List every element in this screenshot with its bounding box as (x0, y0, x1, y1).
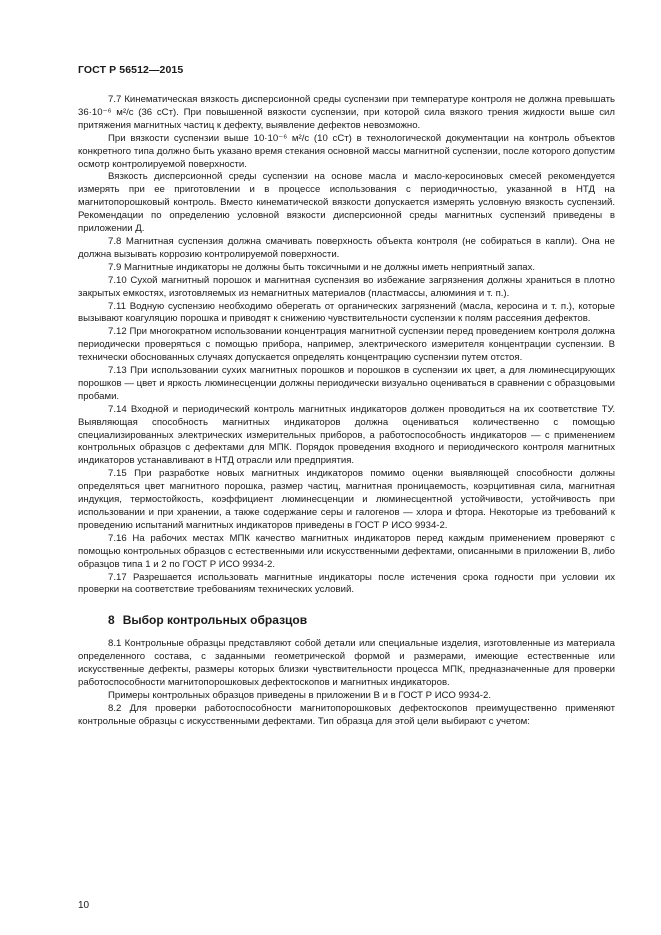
paragraph-7-11: 7.11 Водную суспензию необходимо оберегать от органических загрязнений (масла, керосина и т. п.), которые вызывают коагуляцию порошка и приводят к снижению чувствительности суспензии к полям рассеяния дефектов. (78, 300, 615, 325)
paragraph-7-7-viscosity: При вязкости суспензии выше 10·10⁻⁶ м²/с (10 сСт) в технологической документации на контроль объектов конкретного типа должно быть указано время стекания основной массы магнитной суспензии, после которого допустим осмотр контролируемой поверхности. (78, 132, 615, 170)
paragraph-7-15: 7.15 При разработке новых магнитных индикаторов помимо оценки выявляющей способности должны определяться цвет магнитного порошка, размер частиц, магнитная проницаемость, коэрцитивная сила, магнитная индукция, термостойкость, коэффициент люминесценции и люминесцентной устойчивости, устойчивость при использовании и при хранении, а также содержание серы и галогенов — хлора и фтора. Некоторые из требований к проведению испытаний магнитных индикаторов приведены в ГОСТ Р ИСО 9934-2. (78, 468, 615, 531)
paragraph-7-16: 7.16 На рабочих местах МПК качество магнитных индикаторов перед каждым применением проверяют с помощью контрольных образцов с естественными или искусственными дефектами, описанными в приложении В, либо образцов типа 1 и 2 по ГОСТ Р ИСО 9934-2. (78, 532, 615, 570)
section-number: 8 (108, 613, 115, 628)
page-number: 10 (78, 900, 90, 911)
paragraph-8-1: 8.1 Контрольные образцы представляют собой детали или специальные изделия, изготовленные из материала определенного состава, с заданными геометрической формой и размерами, имеющие естественные или искусственные дефекты, размеры которых близки чувствительности процесса МПК, предназначенные для проверки работоспособности магнитопорошковых дефектоскопов и магнитных индикаторов. (78, 638, 615, 689)
paragraph-7-17: 7.17 Разрешается использовать магнитные индикаторы после истечения срока годности при условии их проверки на соответствие требованиям технических условий. (78, 571, 615, 596)
paragraph-7-9: 7.9 Магнитные индикаторы не должны быть токсичными и не должны иметь неприятный запах. (108, 261, 536, 273)
paragraph-7-7-measurement: Вязкость дисперсионной среды суспензии на основе масла и масло-керосиновых смесей рекомендуется измерять при ее приготовлении и в процессе использования с периодичностью, указанной в НТД на магнитопорошковый контроль. Вместо кинематической вязкости допускается измерять условную вязкость суспензий. Рекомендации по определению условной вязкости дисперсионной среды магнитных суспензий приведены в приложении Д. (78, 171, 615, 235)
paragraph-7-13: 7.13 При использовании сухих магнитных порошков и порошков в суспензии их цвет, а для люминесцирующих порошков — цвет и яркость люминесценции должны периодически визуально оцениваться в сравнении с образцовыми пробами. (78, 365, 615, 402)
paragraph-7-12: 7.12 При многократном использовании концентрация магнитной суспензии перед проведением контроля должна периодически проверяться с помощью прибора, например, электрического измерителя концентрации суспензии. В технически обоснованных случаях допускается определять концентрацию суспензии путем отстоя. (78, 326, 615, 364)
section-title: Выбор контрольных образцов (122, 613, 308, 628)
paragraph-7-10: 7.10 Сухой магнитный порошок и магнитная суспензия во избежание загрязнения должны храниться в плотно закрытых емкостях, изготовляемых из немагнитных материалов (пластмассы, алюминия и т. п.). (78, 274, 615, 299)
section-heading (78, 613, 615, 628)
document-header: ГОСТ Р 56512—2015 (78, 64, 184, 76)
paragraph-8-2: 8.2 Для проверки работоспособности магнитопорошковых дефектоскопов преимущественно применяют контрольные образцы с искусственными дефектами. Тип образца для этой цели выбирают с учетом: (78, 702, 615, 727)
paragraph-7-8: 7.8 Магнитная суспензия должна смачивать поверхность объекта контроля (не собираться в капли). Она не должна вызывать коррозию контролируемой поверхности. (78, 235, 615, 260)
document-body (78, 94, 615, 729)
paragraph-8-1-examples: Примеры контрольных образцов приведены в приложении В и в ГОСТ Р ИСО 9934-2. (108, 689, 492, 701)
paragraph-7-7: 7.7 Кинематическая вязкость дисперсионной среды суспензии при температуре контроля не должна превышать 36·10⁻⁶ м²/с (36 сСт). При повышенной вязкости суспензии, при которой сила вязкого трения жидкости выше сил притяжения магнитных частиц к дефекту, выявление дефектов невозможно. (78, 94, 615, 131)
paragraph-7-14: 7.14 Входной и периодический контроль магнитных индикаторов должен проводиться на их соответствие ТУ. Выявляющая способность магнитных индикаторов должна оцениваться количественно с помощью специализированных электрических измерительных приборов, а работоспособность индикаторов — с применением контрольных образцов с дефектами для МПК. Порядок проведения входного и периодического контроля магнитных индикаторов устанавливают в НТД отрасли или предприятия. (78, 403, 615, 467)
